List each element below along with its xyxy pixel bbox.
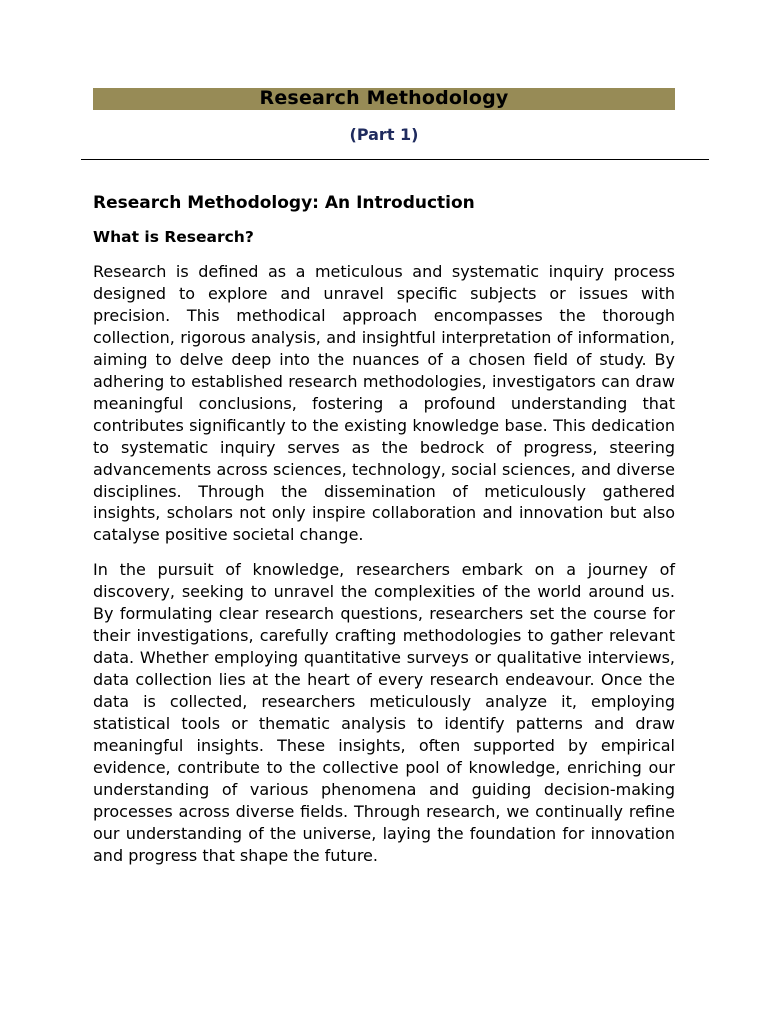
paragraph: In the pursuit of knowledge, researchers embark on a journey of discovery, seeking to unravel the complexities of the world around us. By formulating clear research questions, researchers set the course for their investigations, carefully crafting methodologies to gather relevant data. Whether employing quantitative surveys or qualitative interviews, data collection lies at the heart of every research endeavour. Once the data is collected, researchers meticulously analyze it, employing statistical tools or thematic analysis to identify patterns and draw meaningful insights. These insights, often supported by empirical evidence, contribute to the collective pool of knowledge, enriching our understanding of various phenomena and guiding decision-making processes across diverse fields. Through research, we continually refine our understanding of the universe, laying the foundation for innovation and progress that shape the future. — [93, 560, 675, 865]
page-title: Research Methodology — [259, 87, 509, 109]
document-body — [93, 192, 675, 880]
paragraph: Research is defined as a meticulous and systematic inquiry process designed to explore and unravel specific subjects or issues with precision. This methodical approach encompasses the thorough collection, rigorous analysis, and insightful interpretation of information, aiming to delve deep into the nuances of a chosen field of study. By adhering to established research methodologies, investigators can draw meaningful conclusions, fostering a profound understanding that contributes significantly to the existing knowledge base. This dedication to systematic inquiry serves as the bedrock of progress, steering advancements across sciences, technology, social sciences, and diverse disciplines. Through the dissemination of meticulously gathered insights, scholars not only inspire collaboration and innovation but also catalyse positive societal change. — [93, 262, 675, 545]
page-subtitle: (Part 1) — [349, 125, 419, 144]
section-heading: Research Methodology: An Introduction — [93, 193, 475, 213]
divider — [81, 159, 709, 160]
sub-heading: What is Research? — [93, 228, 254, 246]
